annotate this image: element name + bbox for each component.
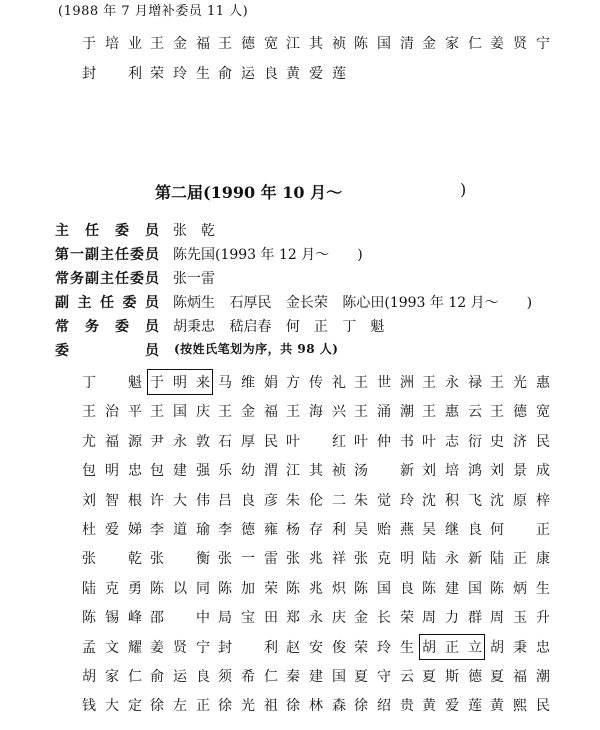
person-name: 张 衡 [150,551,210,567]
member-row [82,519,562,541]
person-name: 嵇启春 [229,319,272,335]
person-name: 王德宽 [490,404,550,420]
person-name: 乐幼渭 [218,463,278,479]
person-name: 陈国清 [354,36,414,52]
person-name: 江其祯 [286,463,346,479]
person-name: 陈心田(1993 年 12 月～ ) [342,295,533,311]
role-names [173,244,373,264]
person-name: 丁 魁 [82,375,142,391]
person-name: 夏守云 [354,669,414,685]
member-row [82,548,562,570]
person-name: 朱伦二 [286,493,346,509]
person-name: 王世洲 [354,375,414,391]
person-name: 孟文耀 [82,640,142,656]
person-name: 张 乾 [82,551,142,567]
person-name: 叶 红 [286,434,346,450]
person-name: 秦建国 [286,669,346,685]
members-note: (按姓氏笔划为序，共 98 人) [174,342,339,356]
member-row [82,695,562,717]
person-name: 姜贤宁 [490,36,550,52]
person-name: 杜爱娣 [82,522,142,538]
person-name: 刘景成 [490,463,550,479]
person-name: 金长荣 [354,610,414,626]
person-name: 王涌潮 [354,404,414,420]
person-name: 汤 新 [354,463,414,479]
person-name: 姜贤宁 [150,640,210,656]
member-row [82,401,562,423]
person-name: 周玉升 [490,610,550,626]
session-heading [155,180,467,203]
person-name: 王海兴 [286,404,346,420]
person-name: 陈锡峰 [82,610,142,626]
person-name: 刘智根 [82,493,142,509]
person-name: 王光惠 [490,375,550,391]
person-name: 金家仁 [422,36,482,52]
person-name: 夏斯德 [422,669,482,685]
member-row [82,637,562,659]
person-name: 包建强 [150,463,210,479]
person-name: 江其祯 [286,36,346,52]
person-name: 沈原梓 [490,493,550,509]
person-name: 何 正 [490,522,550,538]
person-name: 张一雷 [218,551,278,567]
supplement-row-1 [82,33,562,55]
person-name: 王永禄 [422,375,482,391]
person-name: 陈兆炽 [286,581,346,597]
person-name: 徐林森 [286,698,346,714]
member-row [82,490,562,512]
person-name: 朱觉玲 [354,493,414,509]
role-names [173,268,225,288]
person-name: 胡秉忠 [490,640,550,656]
role-names [173,316,394,336]
person-name: 方传礼 [286,375,346,391]
person-name: 张一雷 [173,271,215,287]
person-name: 郑永庆 [286,610,346,626]
person-name: 叶仲书 [354,434,414,450]
person-name: 陈先国(1993 年 12 月～ ) [173,247,363,263]
person-name: 陈国良 [354,581,414,597]
member-row [82,666,562,688]
person-name: 于培业 [82,36,142,52]
person-name: 陈建国 [422,581,482,597]
person-name: 黄熙民 [490,698,550,714]
member-row [82,607,562,629]
person-name: 陆克勇 [82,581,142,597]
person-name: 张克明 [354,551,414,567]
person-name: 陈炳生 [490,581,550,597]
person-name: 丁 魁 [342,319,385,335]
role-names [173,292,542,312]
person-name: 许大伟 [150,493,210,509]
person-name: 李德雍 [218,522,278,538]
member-row [82,460,562,482]
person-name: 邵 中 [150,610,210,626]
person-name: 荣玲生 [354,640,414,656]
person-name: 王金福 [218,404,278,420]
session-close-paren: ) [460,180,467,199]
person-name: 胡家仁 [82,669,142,685]
person-name: 杨存利 [286,522,346,538]
supplement-note: (1988 年 7 月增补委员 11 人) [58,4,249,19]
boxed-person-name: 胡正立 [422,637,482,657]
person-name: 陆正康 [490,551,550,567]
supplement-row-2 [82,63,562,85]
person-name: 吴继良 [422,522,482,538]
person-name: 吴贻燕 [354,522,414,538]
role-label: 常务副主任委员 [55,271,159,287]
person-name: 金长荣 [285,295,328,311]
person-name: 黄爱莲 [286,66,346,82]
members-label-b: 员 [145,343,159,359]
person-name: 史济民 [490,434,550,450]
person-name: 陆永新 [422,551,482,567]
person-name: 周力群 [422,610,482,626]
person-name: 俞运良 [150,669,210,685]
member-row [82,578,562,600]
person-name: 胡秉忠 [173,319,215,335]
role-label: 副主任委员 [55,295,159,311]
session-title: 第二届(1990 年 10 月～ [155,183,343,202]
person-name: 马维娟 [218,375,278,391]
person-name: 黄爱莲 [422,698,482,714]
person-name: 叶志衍 [422,434,482,450]
person-name: 何 正 [285,319,328,335]
member-row [82,372,562,394]
person-name: 尤福源 [82,434,142,450]
person-name: 王德宽 [218,36,278,52]
person-name: 陈以同 [150,581,210,597]
person-name: 陈炳生 [173,295,215,311]
person-name: 王金福 [150,36,210,52]
person-name: 王国庆 [150,404,210,420]
role-label: 常务委员 [55,319,159,335]
person-name: 王治平 [82,404,142,420]
person-name: 尹永敦 [150,434,210,450]
person-name: 夏福潮 [490,669,550,685]
person-name: 局宝田 [218,610,278,626]
person-name: 徐绍贵 [354,698,414,714]
person-name: 封 利 [82,66,142,82]
person-name: 须希仁 [218,669,278,685]
boxed-person-name: 于明来 [150,372,210,392]
person-name: 封 利 [218,640,278,656]
person-name: 赵安俊 [286,640,346,656]
person-name: 俞运良 [218,66,278,82]
member-row [82,431,562,453]
person-name: 沈积飞 [422,493,482,509]
person-name: 徐左正 [150,698,210,714]
person-name: 李道瑜 [150,522,210,538]
person-name: 王惠云 [422,404,482,420]
person-name: 刘培鸿 [422,463,482,479]
person-name: 石厚民 [229,295,272,311]
members-label-a: 委 [55,343,69,359]
person-name: 包明忠 [82,463,142,479]
person-name: 张 乾 [173,223,215,239]
person-name: 吕良彦 [218,493,278,509]
person-name: 徐光祖 [218,698,278,714]
person-name: 张兆祥 [286,551,346,567]
person-name: 陈加荣 [218,581,278,597]
role-label: 主任委员 [55,223,159,239]
role-label: 第一副主任委员 [55,247,159,263]
person-name: 石厚民 [218,434,278,450]
person-name: 荣玲生 [150,66,210,82]
role-names [173,220,225,240]
person-name: 钱大定 [82,698,142,714]
